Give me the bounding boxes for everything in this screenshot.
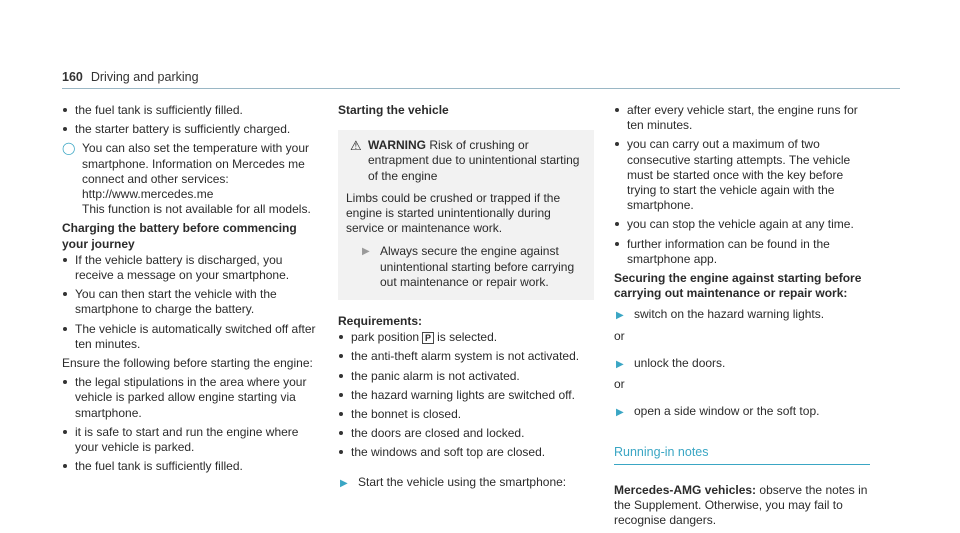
action-arrow-icon: ▶	[362, 246, 370, 258]
list-item: you can carry out a maximum of two consecutive starting attempts. The vehicle must be started once with the key before trying to start the vehicle again with the smartphone.	[614, 137, 870, 213]
securing-heading: Securing the engine against starting before carrying out maintenance or repair work:	[614, 271, 862, 301]
or-text: or	[614, 328, 625, 343]
action-unlock-text: unlock the doors.	[634, 355, 726, 370]
action-arrow-icon: ▶	[616, 407, 624, 419]
list-item: the legal stipulations in the area where your vehicle is parked allow engine starting via smartphone.	[62, 375, 318, 421]
charging-heading: Charging the battery before commencing your journey	[62, 221, 297, 251]
list-item: If the vehicle battery is discharged, you receive a message on your smartphone.	[62, 253, 318, 283]
warning-action-text: Always secure the engine against unintentional starting before carrying out maintenance or repair work.	[380, 244, 575, 289]
list-item: the fuel tank is sufficiently filled.	[62, 103, 318, 118]
column-left	[62, 103, 318, 478]
action-unlock	[614, 356, 870, 371]
page-header	[62, 70, 199, 84]
requirements-list	[338, 330, 594, 460]
action-arrow-icon: ▶	[340, 477, 348, 489]
list-item: you can stop the vehicle again at any time.	[614, 217, 870, 232]
charging-list	[62, 253, 318, 352]
list-item: the fuel tank is sufficiently filled.	[62, 459, 318, 474]
start-action-text: Start the vehicle using the smartphone:	[358, 474, 567, 489]
start-action	[338, 475, 594, 490]
req-park-text-after: is selected.	[437, 330, 498, 345]
list-item: the anti-theft alarm system is not activated.	[338, 349, 594, 364]
running-in-title: Running-in notes	[614, 445, 709, 460]
section-divider	[614, 464, 870, 465]
warning-box	[338, 130, 594, 300]
amg-text: observe the notes in the Supplement. Otherwise, you may fail to recognise dangers.	[614, 482, 868, 528]
requirements-heading: Requirements:	[338, 314, 423, 329]
starting-heading: Starting the vehicle	[338, 103, 449, 117]
warning-title: Risk of crushing or entrapment due to unintentional starting of the engine	[368, 138, 580, 183]
list-item: further information can be found in the smartphone app.	[614, 237, 870, 267]
action-hazard-text: switch on the hazard warning lights.	[634, 307, 825, 322]
list-item: the windows and soft top are closed.	[338, 445, 594, 460]
warning-action	[346, 244, 586, 290]
ensure-text: Ensure the following before starting the engine:	[62, 356, 313, 371]
list-item: the starter battery is sufficiently charged.	[62, 122, 318, 137]
amg-label: Mercedes-AMG vehicles:	[614, 482, 757, 497]
warning-body: Limbs could be crushed or trapped if the engine is started unintentionally during service or maintenance work.	[346, 190, 561, 236]
or-text: or	[614, 377, 625, 392]
requirements-list-top	[62, 103, 318, 137]
list-item: it is safe to start and run the engine where your vehicle is parked.	[62, 425, 318, 455]
header-divider	[62, 88, 900, 89]
list-item: the hazard warning lights are switched off.	[338, 388, 594, 403]
ensure-list	[62, 375, 318, 474]
action-window	[614, 404, 870, 419]
action-arrow-icon: ▶	[616, 310, 624, 322]
column-middle	[338, 103, 594, 496]
park-key-symbol: P	[422, 332, 434, 344]
req-park-text: park position	[351, 330, 420, 345]
tip-note	[62, 141, 318, 217]
warning-label: WARNING	[368, 138, 426, 153]
warning-title-row	[346, 138, 586, 184]
list-item: after every vehicle start, the engine runs for ten minutes.	[614, 103, 870, 133]
list-item: the panic alarm is not activated.	[338, 369, 594, 384]
action-window-text: open a side window or the soft top.	[634, 404, 820, 419]
page-number: 160	[62, 70, 83, 84]
list-item: The vehicle is automatically switched off after ten minutes.	[62, 322, 318, 352]
column-right	[614, 103, 870, 532]
warning-triangle-icon: ⚠	[350, 138, 362, 154]
start-info-list	[614, 103, 870, 267]
page-header-title: Driving and parking	[90, 70, 199, 84]
action-arrow-icon: ▶	[616, 358, 624, 370]
action-hazard	[614, 307, 870, 322]
list-item	[338, 330, 594, 345]
list-item: the doors are closed and locked.	[338, 426, 594, 441]
list-item: You can then start the vehicle with the smartphone to charge the battery.	[62, 287, 318, 317]
amg-note	[614, 483, 870, 529]
tip-lightbulb-icon: ◯	[62, 141, 76, 156]
list-item: the bonnet is closed.	[338, 407, 594, 422]
tip-text: You can also set the temperature with your smartphone. Information on Mercedes me connect and other services: http://www.mercedes.me This function is not available for all models.	[82, 141, 311, 217]
